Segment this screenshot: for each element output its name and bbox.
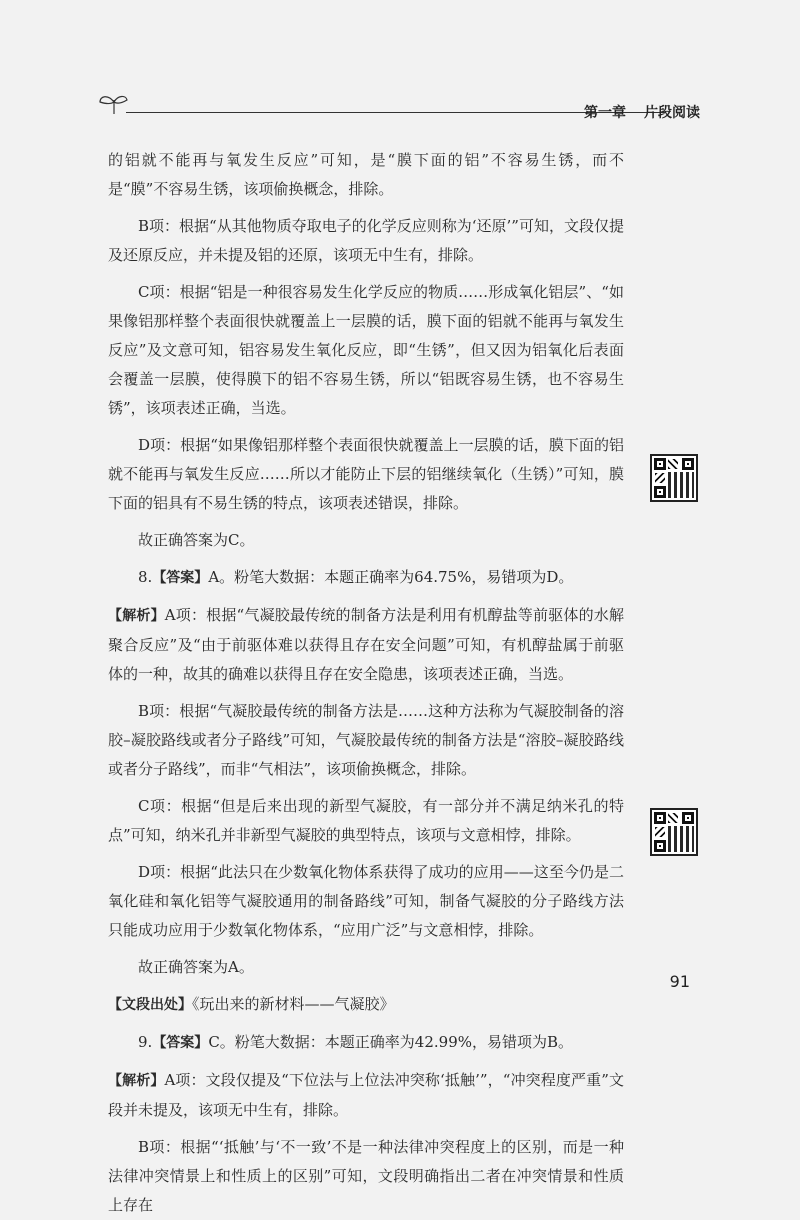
paragraph: D项：根据“此法只在少数氧化物体系获得了成功的应用——这至今仍是二氧化硅和氧化铝等气凝胶通用的制备路线”可知，制备气凝胶的分子路线方法只能成功应用于少数氧化物体系，“应用广泛”与文意相悖，排除。 — [108, 863, 624, 939]
source-tag: 【文段出处】 — [108, 997, 192, 1013]
paragraph: 故正确答案为C。 — [138, 531, 255, 549]
paragraph: B项：根据“‘抵触’与‘不一致’不是一种法律冲突程度上的区别，而是一种法律冲突情景上和性质上的区别”可知，文段明确指出二者在冲突情景和性质上存在 — [108, 1138, 624, 1214]
page-number: 91 — [669, 972, 690, 991]
paragraph: 故正确答案为A。 — [138, 958, 254, 976]
paragraph: B项：根据“从其他物质夺取电子的化学反应则称为‘还原’”可知，文段仅提及还原反应，并未提及铝的还原，该项无中生有，排除。 — [108, 217, 624, 264]
answer-tag: 【答案】 — [152, 570, 209, 586]
q9-number: 9. — [138, 1033, 153, 1051]
paragraph: C项：根据“但是后来出现的新型气凝胶，有一部分并不满足纳米孔的特点”可知，纳米孔并非新型气凝胶的典型特点，该项与文意相悖，排除。 — [108, 797, 624, 844]
q8-number: 8. — [138, 568, 153, 586]
analysis-text: A项：根据“气凝胶最传统的制备方法是利用有机醇盐等前驱体的水解聚合反应”及“由于前驱体难以获得且存在安全问题”可知，有机醇盐属于前驱体的一种，故其的确难以获得且存在安全隐患，该项表述正确，当选。 — [108, 606, 624, 683]
analysis-tag: 【解析】 — [108, 1073, 165, 1089]
q9-analysis — [108, 1066, 624, 1125]
qr-code-icon[interactable] — [650, 808, 698, 856]
source-text: 《玩出来的新材料——气凝胶》 — [192, 995, 395, 1013]
q8-answer — [108, 563, 624, 593]
answer-text: A。粉笔大数据：本题正确率为64.75%，易错项为D。 — [208, 568, 574, 586]
paragraph: D项：根据“如果像铝那样整个表面很快就覆盖上一层膜的话，膜下面的铝就不能再与氧发生反应……所以才能防止下层的铝继续氧化（生锈）”可知，膜下面的铝具有不易生锈的特点，该项表述错误，排除。 — [108, 436, 624, 512]
q9-answer — [108, 1028, 624, 1058]
qr-code-icon[interactable] — [650, 454, 698, 502]
analysis-tag: 【解析】 — [108, 608, 165, 624]
page-body — [108, 146, 624, 1220]
q8-analysis — [108, 601, 624, 689]
paragraph: B项：根据“气凝胶最传统的制备方法是……这种方法称为气凝胶制备的溶胶–凝胶路线或者分子路线”可知，气凝胶最传统的制备方法是“溶胶–凝胶路线或者分子路线”，而非“气相法”，该项偷换概念，排除。 — [108, 702, 624, 778]
paragraph: C项：根据“铝是一种很容易发生化学反应的物质……形成氧化铝层”、“如果像铝那样整个表面很快就覆盖上一层膜的话，膜下面的铝就不能再与氧发生反应”及文意可知，铝容易发生氧化反应，即“生锈”，但又因为铝氧化后表面会覆盖一层膜，使得膜下的铝不容易生锈，所以“铝既容易生锈，也不容易生锈”，该项表述正确，当选。 — [108, 283, 624, 417]
q8-source — [108, 990, 624, 1020]
chapter-title — [584, 102, 700, 122]
answer-tag: 【答案】 — [152, 1035, 209, 1051]
section-label: 片段阅读 — [644, 105, 700, 121]
analysis-text: A项：文段仅提及“下位法与上位法冲突称‘抵触’”，“冲突程度严重”文段并未提及，该项无中生有，排除。 — [108, 1071, 625, 1119]
page-header — [96, 88, 700, 128]
chapter-label: 第一章 — [584, 105, 626, 121]
paragraph: 的铝就不能再与氧发生反应”可知，是“膜下面的铝”不容易生锈，而不是“膜”不容易生锈，该项偷换概念，排除。 — [108, 151, 624, 198]
answer-text: C。粉笔大数据：本题正确率为42.99%，易错项为B。 — [208, 1033, 574, 1051]
